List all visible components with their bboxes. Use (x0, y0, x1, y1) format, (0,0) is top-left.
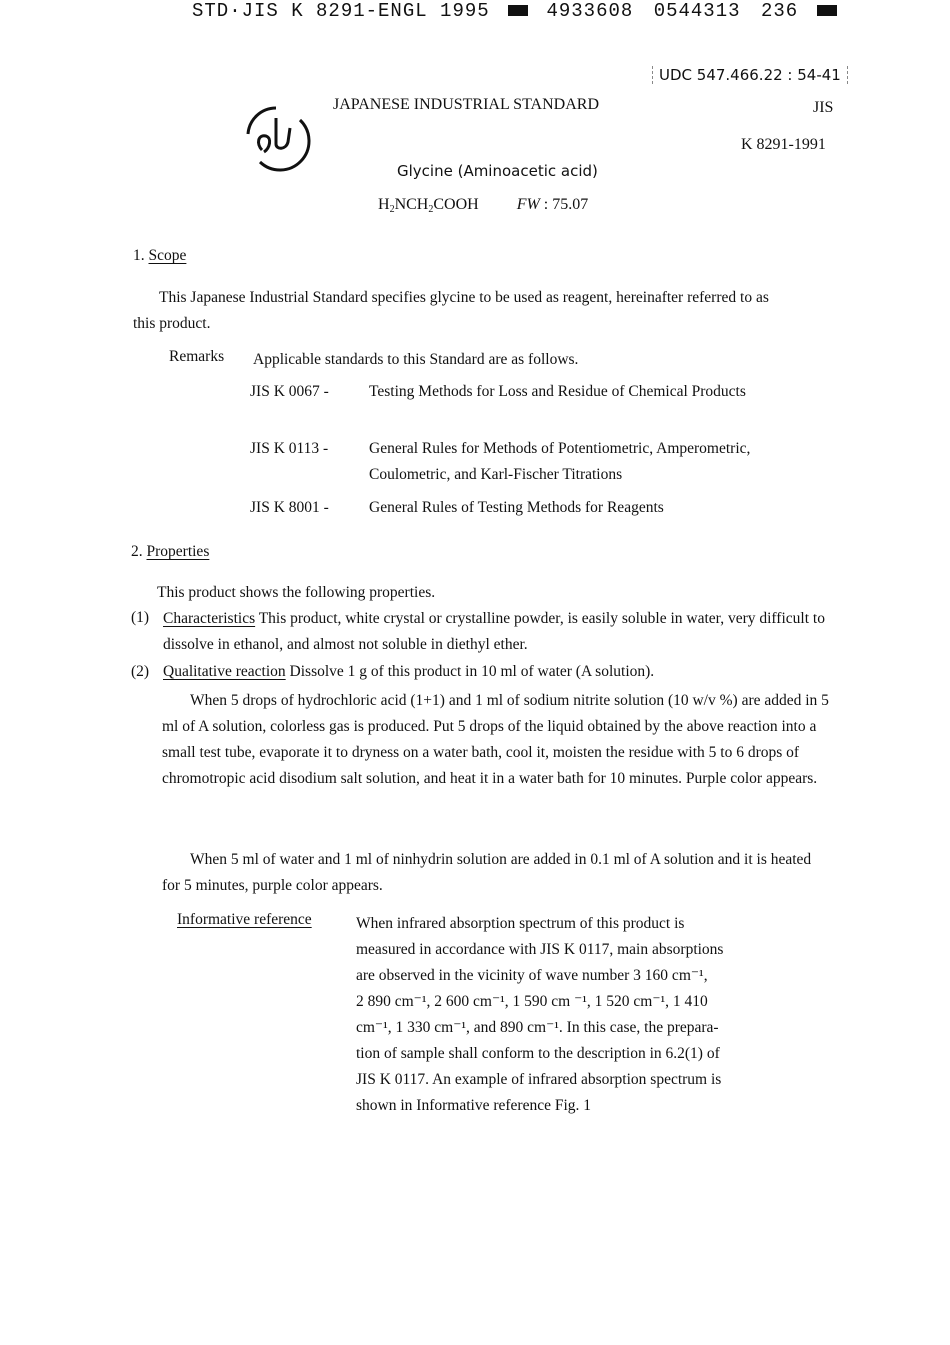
stamp-block-1 (508, 5, 528, 16)
fw-label: FW (516, 196, 540, 213)
formula-part-2: NCH (394, 196, 429, 213)
section-heading-scope (133, 247, 186, 265)
info-line: cm⁻¹, 1 330 cm⁻¹, and 890 cm⁻¹. In this case, the prepara- (356, 1019, 719, 1036)
header-stamp (192, 0, 837, 22)
stamp-block-2 (817, 5, 837, 16)
stamp-std: STD·JIS K 8291-ENGL 1995 (192, 0, 490, 22)
scope-number: 1. (133, 247, 145, 264)
info-line: measured in accordance with JIS K 0117, main absorptions (356, 941, 724, 958)
informative-reference-body (356, 911, 723, 1119)
properties-title: Properties (146, 543, 210, 560)
jis-mark-logo-icon (240, 100, 312, 172)
scope-text: This Japanese Industrial Standard specifies glycine to be used as reagent, hereinafter referred to as this product. (133, 289, 769, 332)
section-heading-properties (131, 543, 209, 561)
remarks-label: Remarks (169, 348, 225, 365)
info-line: JIS K 0117. An example of infrared absorption spectrum is (356, 1071, 722, 1088)
stamp-code-1: 4933608 (546, 0, 634, 22)
formula-sub-1: 2 (389, 204, 395, 215)
standard-title: JAPANESE INDUSTRIAL STANDARD (333, 96, 599, 113)
item-2-body (163, 663, 654, 681)
reference-title: General Rules for Methods of Potentiometric, Amperometric, Coulometric, and Karl-Fischer Titrations (369, 440, 751, 483)
reference-code: JIS K 0067 - (250, 383, 329, 400)
properties-number: 2. (131, 543, 143, 560)
reference-code: JIS K 8001 - (250, 499, 329, 516)
scope-title: Scope (148, 247, 187, 264)
qualitative-reaction-text: Dissolve 1 g of this product in 10 ml of water (A solution). (289, 663, 655, 680)
reference-title: General Rules of Testing Methods for Reagents (369, 499, 664, 516)
udc-classification: UDC 547.466.22 : 54-41 (652, 66, 848, 84)
item-1-number: (1) (131, 609, 150, 626)
info-line: are observed in the vicinity of wave number 3 160 cm⁻¹, (356, 967, 708, 984)
item-2-number: (2) (131, 663, 150, 680)
info-line: 2 890 cm⁻¹, 2 600 cm⁻¹, 1 590 cm ⁻¹, 1 520 cm⁻¹, 1 410 (356, 993, 708, 1010)
info-line: shown in Informative reference Fig. 1 (356, 1097, 592, 1114)
info-line: When infrared absorption spectrum of this product is (356, 915, 685, 932)
jis-number: K 8291-1991 (741, 136, 826, 153)
product-title: Glycine (Aminoacetic acid) (397, 162, 598, 180)
formula-sub-2: 2 (428, 204, 434, 215)
remarks-text: Applicable standards to this Standard are as follows. (253, 351, 579, 368)
reaction-paragraph-2: When 5 ml of water and 1 ml of ninhydrin solution are added in 0.1 ml of A solution and it is heated for 5 minutes, purple color appears. (162, 851, 812, 894)
fw-value: : 75.07 (543, 196, 589, 213)
properties-intro: This product shows the following properties. (157, 584, 436, 601)
characteristics-text: This product, white crystal or crystalline powder, is easily soluble in water, very difficult to dissolve in ethanol, and almost not soluble in diethyl ether. (163, 610, 825, 653)
reaction-paragraph-1: When 5 drops of hydrochloric acid (1+1) and 1 ml of sodium nitrite solution (10 w/v %) are added in 5 ml of A solution, colorless gas is produced. Put 5 drops of the liquid obtained by the above reaction into a small test tube, evaporate it to dryness on a water bath, cool it, moisten the residue with 5 to 6 drops of chromotropic acid disodium salt solution, and heat it in a water bath for 10 minutes. Purple color appears. (162, 692, 829, 787)
stamp-code-3: 236 (760, 0, 799, 22)
characteristics-label: Characteristics (163, 610, 256, 627)
reference-code: JIS K 0113 - (250, 440, 329, 457)
formula-part-1: H (378, 196, 390, 213)
jis-label: JIS (813, 99, 834, 116)
info-line: tion of sample shall conform to the description in 6.2(1) of (356, 1045, 720, 1062)
chemical-formula (378, 196, 588, 214)
qualitative-reaction-label: Qualitative reaction (163, 663, 286, 680)
item-1-body (163, 606, 835, 658)
stamp-code-2: 0544313 (653, 0, 741, 22)
informative-reference-label: Informative reference (177, 911, 312, 928)
reference-title: Testing Methods for Loss and Residue of Chemical Products (369, 383, 746, 400)
formula-part-3: COOH (433, 196, 479, 213)
